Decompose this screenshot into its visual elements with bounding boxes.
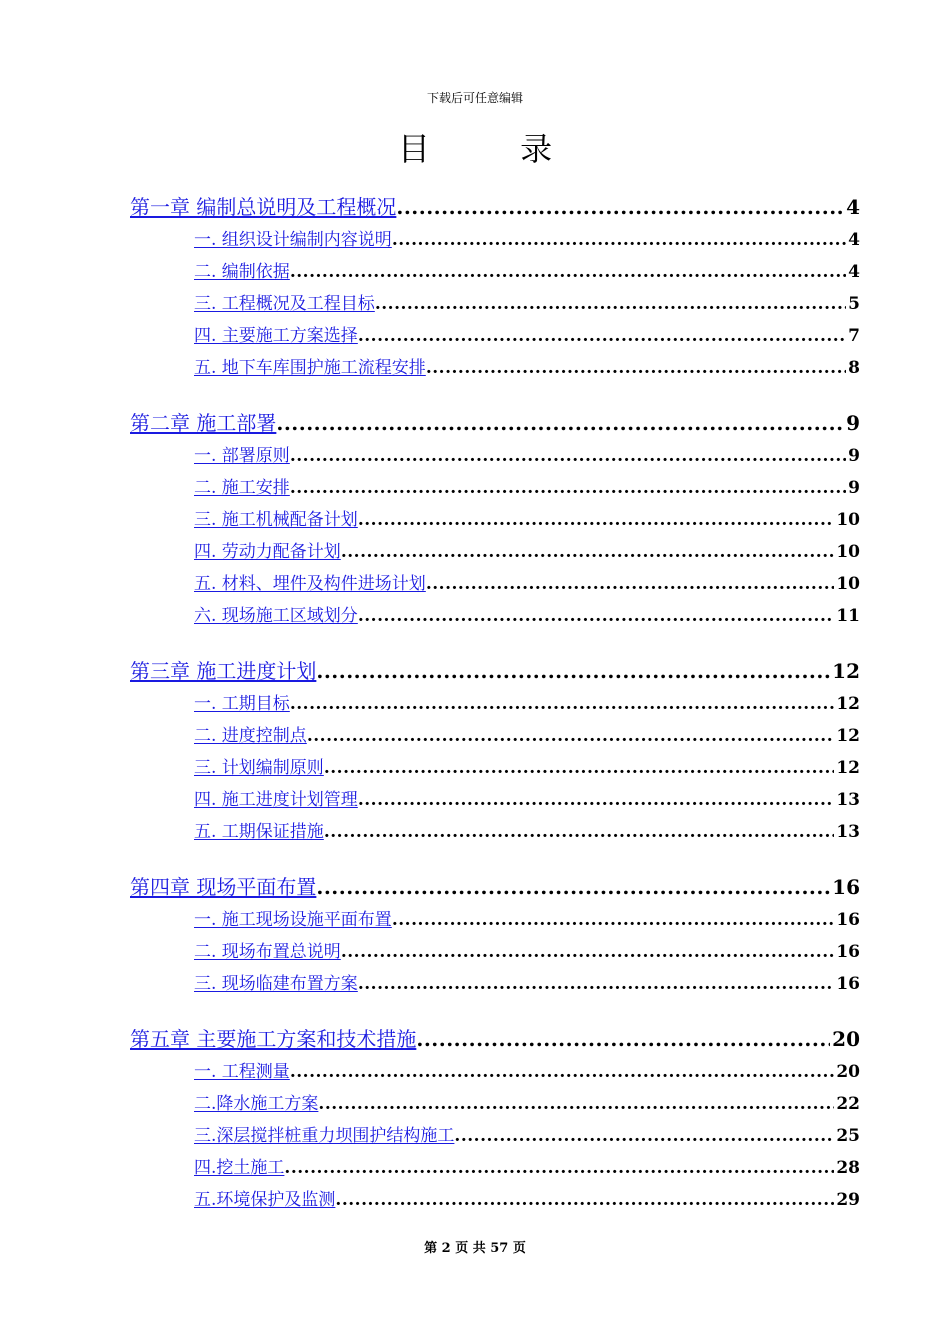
page-number: 12: [836, 694, 860, 714]
dot-leader: [426, 568, 835, 600]
toc-section-entry[interactable]: [194, 968, 860, 1000]
dot-leader: [416, 1022, 830, 1056]
dot-leader: [454, 1120, 834, 1152]
dot-leader: [324, 752, 835, 784]
dot-leader: [358, 504, 835, 536]
chapter-block: [130, 406, 860, 632]
page-number: 16: [836, 910, 860, 930]
page-number: 20: [832, 1027, 860, 1051]
toc-section-entry[interactable]: [194, 1056, 860, 1088]
page-number: 5: [848, 294, 860, 314]
page-number: 4: [848, 262, 860, 282]
toc-section-entry-link[interactable]: 四. 劳动力配备计划: [194, 542, 341, 562]
toc-section-entry-link[interactable]: 二. 进度控制点: [194, 726, 307, 746]
toc-chapter-entry[interactable]: [130, 870, 860, 904]
page-number: 16: [832, 875, 860, 899]
chapter-block: [130, 190, 860, 384]
page-number: 10: [836, 574, 860, 594]
dot-leader: [290, 472, 846, 504]
page-number: 9: [848, 446, 860, 466]
page-number: 4: [846, 195, 860, 219]
toc-section-entry-link[interactable]: 五. 材料、埋件及构件进场计划: [194, 574, 426, 594]
dot-leader: [426, 352, 846, 384]
toc-chapter-entry-link[interactable]: 第二章 施工部署: [130, 411, 277, 435]
dot-leader: [358, 784, 835, 816]
dot-leader: [335, 1184, 834, 1216]
toc-section-entry-link[interactable]: 四. 主要施工方案选择: [194, 326, 358, 346]
dot-leader: [284, 1152, 834, 1184]
toc-chapter-entry-link[interactable]: 第四章 现场平面布置: [130, 875, 317, 899]
toc-section-entry-link[interactable]: 四. 施工进度计划管理: [194, 790, 358, 810]
toc-section-entry[interactable]: [194, 936, 860, 968]
dot-leader: [307, 720, 835, 752]
page-number: 9: [848, 478, 860, 498]
dot-leader: [290, 1056, 835, 1088]
page-number: 12: [836, 758, 860, 778]
toc-section-entry[interactable]: [194, 320, 860, 352]
dot-leader: [358, 600, 835, 632]
toc-section-entry-link[interactable]: 五. 工期保证措施: [194, 822, 324, 842]
toc-section-entry[interactable]: [194, 600, 860, 632]
toc-section-entry[interactable]: [194, 224, 860, 256]
toc-chapter-entry[interactable]: [130, 406, 860, 440]
toc-section-entry[interactable]: [194, 688, 860, 720]
toc-chapter-entry[interactable]: [130, 190, 860, 224]
toc-section-entry[interactable]: [194, 1120, 860, 1152]
page-number: 10: [836, 542, 860, 562]
page-footer: 第 2 页 共 57 页: [424, 1241, 526, 1256]
dot-leader: [392, 904, 835, 936]
page-number: 10: [836, 510, 860, 530]
toc-section-entry[interactable]: [194, 784, 860, 816]
toc-section-entry-link[interactable]: 二.降水施工方案: [194, 1094, 319, 1114]
toc-section-entry-link[interactable]: 二. 编制依据: [194, 262, 290, 282]
toc-section-entry[interactable]: [194, 440, 860, 472]
toc-section-entry-link[interactable]: 三. 计划编制原则: [194, 758, 324, 778]
toc-section-entry-link[interactable]: 五. 地下车库围护施工流程安排: [194, 358, 426, 378]
chapter-block: [130, 870, 860, 1000]
dot-leader: [375, 288, 846, 320]
toc-section-entry-link[interactable]: 五.环境保护及监测: [194, 1190, 336, 1210]
page-number: 9: [846, 411, 860, 435]
toc-section-entry[interactable]: [194, 568, 860, 600]
toc-section-entry-link[interactable]: 三. 工程概况及工程目标: [194, 294, 375, 314]
page-number: 22: [836, 1094, 860, 1114]
page-number: 16: [836, 942, 860, 962]
toc-section-entry-link[interactable]: 四.挖土施工: [194, 1158, 285, 1178]
toc-section-entry[interactable]: [194, 1184, 860, 1216]
page-number: 25: [836, 1126, 860, 1146]
toc-section-entry[interactable]: [194, 904, 860, 936]
header-note: 下载后可任意编辑: [426, 91, 523, 105]
toc-section-entry[interactable]: [194, 504, 860, 536]
toc-section-entry-link[interactable]: 一. 部署原则: [194, 446, 290, 466]
dot-leader: [318, 1088, 834, 1120]
toc-section-entry[interactable]: [194, 1088, 860, 1120]
toc-section-entry-link[interactable]: 一. 施工现场设施平面布置: [194, 910, 392, 930]
toc-section-entry-link[interactable]: 六. 现场施工区域划分: [194, 606, 358, 626]
page-number: 11: [836, 606, 860, 626]
toc-section-entry[interactable]: [194, 536, 860, 568]
page-number: 12: [832, 659, 860, 683]
toc-section-entry-link[interactable]: 三. 现场临建布置方案: [194, 974, 358, 994]
chapter-block: [130, 654, 860, 848]
toc-title: 目 录: [397, 130, 593, 168]
page-number: 28: [836, 1158, 860, 1178]
toc-section-entry[interactable]: [194, 472, 860, 504]
page-number: 29: [836, 1190, 860, 1210]
dot-leader: [316, 654, 830, 688]
table-of-contents: [130, 190, 860, 1238]
page-number: 13: [836, 790, 860, 810]
toc-section-entry-link[interactable]: 三.深层搅拌桩重力坝围护结构施工: [194, 1126, 455, 1146]
toc-chapter-entry-link[interactable]: 第三章 施工进度计划: [130, 659, 317, 683]
dot-leader: [276, 406, 844, 440]
page-number: 13: [836, 822, 860, 842]
dot-leader: [290, 688, 835, 720]
page-number: 4: [848, 230, 860, 250]
dot-leader: [316, 870, 830, 904]
chapter-block: [130, 1022, 860, 1216]
dot-leader: [341, 536, 835, 568]
toc-section-entry[interactable]: [194, 1152, 860, 1184]
page-number: 8: [848, 358, 860, 378]
toc-section-entry[interactable]: [194, 352, 860, 384]
dot-leader: [290, 440, 846, 472]
toc-section-entry[interactable]: [194, 816, 860, 848]
toc-chapter-entry-link[interactable]: 第五章 主要施工方案和技术措施: [130, 1027, 417, 1051]
toc-section-entry-link[interactable]: 一. 工程测量: [194, 1062, 290, 1082]
toc-section-entry-link[interactable]: 一. 组织设计编制内容说明: [194, 230, 392, 250]
toc-section-entry-link[interactable]: 一. 工期目标: [194, 694, 290, 714]
toc-chapter-entry[interactable]: [130, 654, 860, 688]
dot-leader: [341, 936, 835, 968]
toc-section-entry[interactable]: [194, 752, 860, 784]
toc-section-entry-link[interactable]: 三. 施工机械配备计划: [194, 510, 358, 530]
toc-chapter-entry-link[interactable]: 第一章 编制总说明及工程概况: [130, 195, 397, 219]
dot-leader: [358, 968, 835, 1000]
toc-chapter-entry[interactable]: [130, 1022, 860, 1056]
dot-leader: [396, 190, 844, 224]
toc-section-entry[interactable]: [194, 720, 860, 752]
toc-section-entry[interactable]: [194, 288, 860, 320]
toc-section-entry-link[interactable]: 二. 施工安排: [194, 478, 290, 498]
dot-leader: [358, 320, 846, 352]
page-number: 16: [836, 974, 860, 994]
toc-section-entry[interactable]: [194, 256, 860, 288]
dot-leader: [290, 256, 846, 288]
page-number: 12: [836, 726, 860, 746]
page-number: 20: [836, 1062, 860, 1082]
dot-leader: [392, 224, 846, 256]
toc-section-entry-link[interactable]: 二. 现场布置总说明: [194, 942, 341, 962]
dot-leader: [324, 816, 835, 848]
page-number: 7: [848, 326, 860, 346]
